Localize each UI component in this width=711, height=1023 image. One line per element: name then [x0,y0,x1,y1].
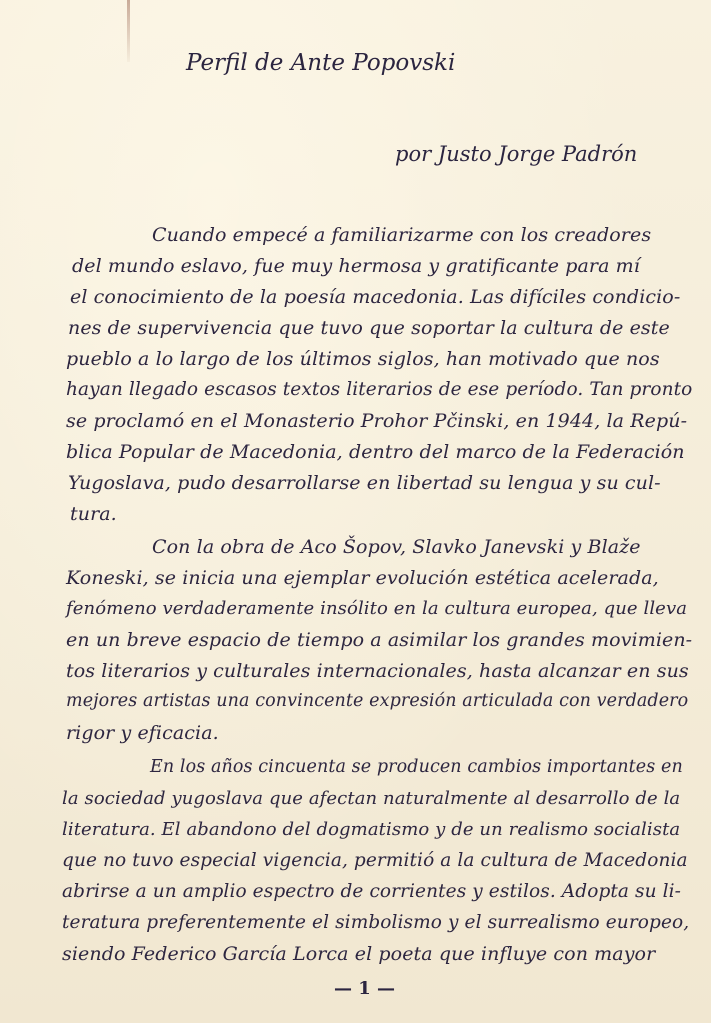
text-line: hayan llegado escasos textos literarios de ese período. Tan pronto [66,379,693,400]
text-line: Koneski, se inicia una ejemplar evolución estética acelerada, [66,567,659,589]
author-byline: por Justo Jorge Padrón [395,142,638,166]
text-line: tura. [70,503,117,525]
text-line: se proclamó en el Monasterio Prohor Pčinski, en 1944, la Repú- [66,410,688,432]
text-line: siendo Federico García Lorca el poeta que influye con mayor [62,943,656,965]
text-line: blica Popular de Macedonia, dentro del marco de la Federación [66,441,685,463]
text-line: nes de supervivencia que tuvo que soportar la cultura de este [68,317,670,339]
text-line: pueblo a lo largo de los últimos siglos, han motivado que nos [66,348,660,370]
text-line: fenómeno verdaderamente insólito en la cultura europea, que lleva [66,598,688,619]
text-line: Cuando empecé a familiarizarme con los creadores [152,224,652,246]
text-line: En los años cincuenta se producen cambios importantes en [150,757,683,777]
page-number: — 1 — [334,978,396,999]
text-line: literatura. El abandono del dogmatismo y de un realismo socialista [62,819,681,840]
text-line: mejores artistas una convincente expresión articulada con verdadero [66,691,689,711]
text-line: en un breve espacio de tiempo a asimilar los grandes movimien- [66,629,693,651]
paper-fold-mark [127,0,130,62]
text-line: el conocimiento de la poesía macedonia. Las difíciles condicio- [70,286,681,308]
text-line: teratura preferentemente el simbolismo y el surrealismo europeo, [62,912,690,933]
text-line: del mundo eslavo, fue muy hermosa y gratificante para mí [72,255,640,277]
text-line: rigor y eficacia. [66,722,219,744]
document-title: Perfil de Ante Popovski [186,50,456,76]
text-line: tos literarios y culturales internacionales, hasta alcanzar en sus [66,660,689,682]
text-line: que no tuvo especial vigencia, permitió a la cultura de Macedonia [62,850,688,871]
text-line: abrirse a un amplio espectro de corrientes y estilos. Adopta su li- [62,881,682,902]
text-line: Yugoslava, pudo desarrollarse en libertad su lengua y su cul- [68,472,661,494]
text-line: Con la obra de Aco Šopov, Slavko Janevski y Blaže [152,536,641,558]
text-line: la sociedad yugoslava que afectan naturalmente al desarrollo de la [62,788,681,809]
